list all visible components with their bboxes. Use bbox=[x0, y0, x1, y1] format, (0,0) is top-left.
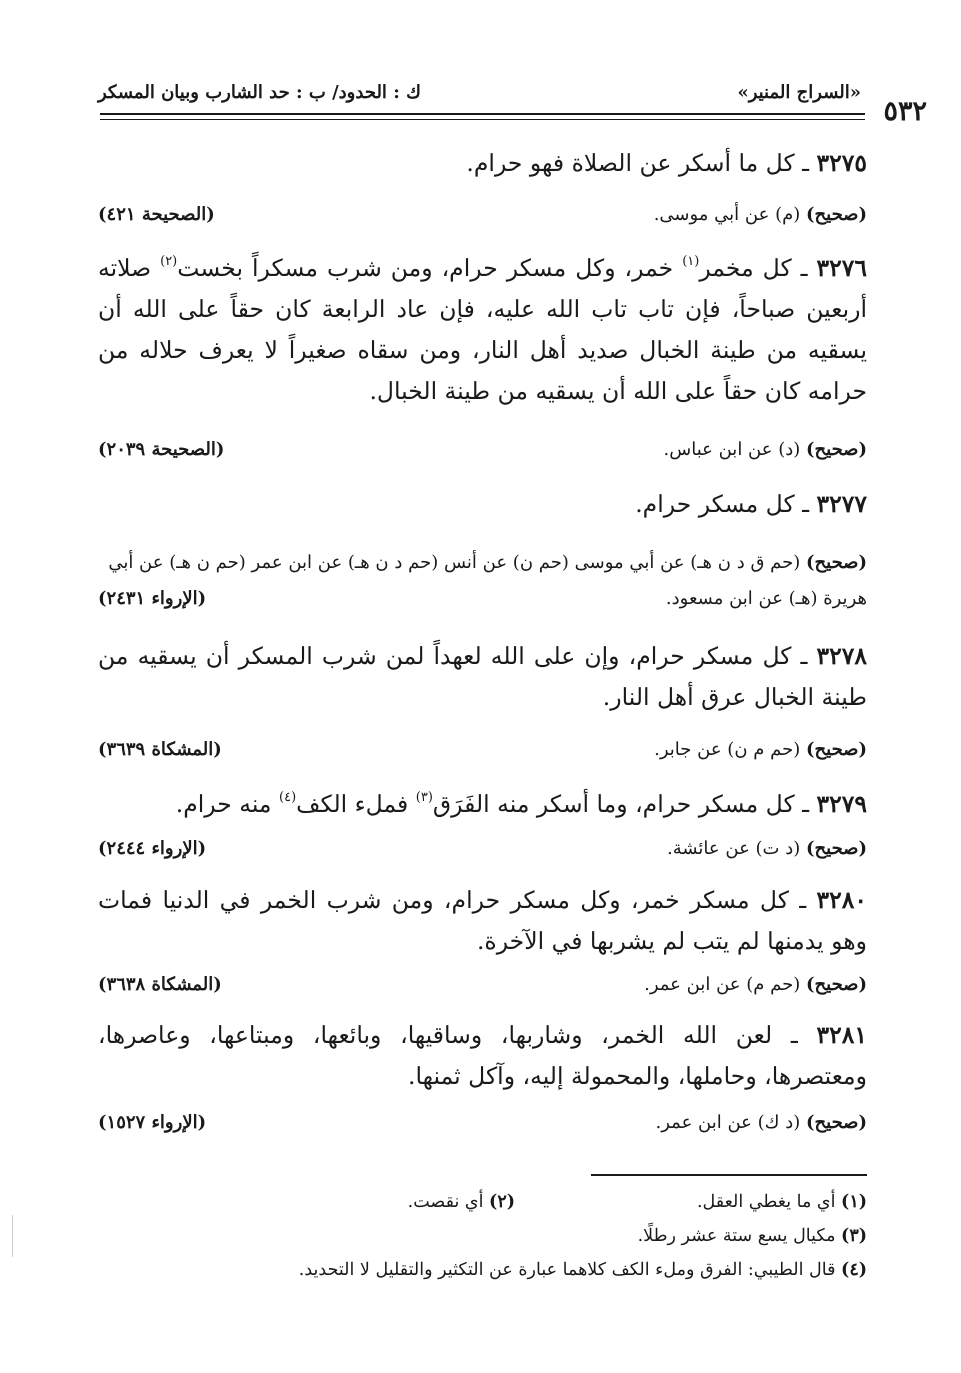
hadith-number: ٣٢٧٦ bbox=[816, 254, 868, 282]
hadith-sources: (حم م) عن ابن عمر. bbox=[644, 974, 801, 995]
hadith-text: كل مسكر خمر، وكل مسكر حرام، ومن شرب الخمر في الدنيا فمات وهو يدمنها لم يتب لم يشربها في الآخرة. bbox=[98, 886, 867, 955]
hadith-entry: ٣٢٧٦ ـ كل مخمر$^{(١)}$ خمر، وكل مسكر حرام، ومن شرب مسكراً بخست$^{(٢)}$ صلاته أربعين صباحاً، فإن تاب تاب الله عليه، فإن عاد الرابعة كان حقاً على الله أن يسقيه من طينة الخبال صديد أهل النار، ومن سقاه صغيراً لا يعرف حلاله من حرامه كان حقاً على الله أن يسقيه من طينة الخبال. bbox=[98, 254, 868, 405]
header-rule-thin bbox=[100, 119, 865, 120]
hadith-number: ٣٢٧٧ bbox=[816, 490, 867, 518]
footnote-row bbox=[98, 1188, 867, 1217]
hadith-reference: (الصحيحة ٤٢١) bbox=[98, 204, 215, 225]
hadith-text-part: منه حرام. bbox=[175, 790, 279, 818]
hadith-number: ٣٢٨٠ bbox=[816, 886, 868, 914]
scan-edge-mark bbox=[12, 1215, 13, 1257]
hadith-source-line bbox=[98, 1112, 867, 1142]
hadith-text-part: كل مخمر bbox=[699, 254, 792, 282]
hadith-number: ٣٢٧٥ bbox=[816, 149, 867, 177]
hadith-source-block bbox=[98, 545, 867, 617]
page-number: ٥٣٢ bbox=[883, 96, 927, 127]
header-rule-thick bbox=[100, 113, 865, 115]
hadith-entry: ٣٢٧٧ ـ كل مسكر حرام. bbox=[635, 490, 867, 518]
hadith-grade: (صحيح) bbox=[806, 552, 867, 573]
footnote-number: (٣) bbox=[841, 1226, 867, 1246]
hadith-sources: (م) عن أبي موسى. bbox=[653, 204, 801, 225]
footnote-number: (٤) bbox=[841, 1260, 867, 1280]
footnote-marker[interactable]: (٢) bbox=[160, 254, 178, 269]
hadith-grade: (صحيح) bbox=[806, 204, 867, 225]
footnote-marker[interactable]: (٣) bbox=[415, 790, 433, 805]
hadith-reference: (المشكاة ٣٦٣٨) bbox=[98, 974, 222, 995]
hadith-sources: (د) عن ابن عباس. bbox=[663, 439, 801, 460]
hadith-source-line bbox=[98, 439, 867, 469]
hadith-text: كل مسكر حرام. bbox=[635, 490, 795, 518]
footnote-number: (٢) bbox=[489, 1192, 515, 1212]
hadith-reference: (الصحيحة ٢٠٣٩) bbox=[98, 439, 225, 460]
hadith-grade: (صحيح) bbox=[806, 1112, 867, 1133]
footnote-number: (١) bbox=[841, 1192, 867, 1212]
footnote-row bbox=[98, 1222, 867, 1251]
hadith-text-part: فملء الكف bbox=[296, 790, 416, 818]
footnote-marker[interactable]: (١) bbox=[682, 254, 700, 269]
chapter-heading: ك : الحدود/ ب : حد الشارب وبيان المسكر bbox=[98, 82, 421, 103]
hadith-entry: ٣٢٨١ ـ لعن الله الخمر، وشاربها، وساقيها، وبائعها، ومبتاعها، وعاصرها، ومعتصرها، وحاملها، والمحمولة إليه، وآكل ثمنها. bbox=[98, 1021, 867, 1090]
hadith-entry: ٣٢٨٠ ـ كل مسكر خمر، وكل مسكر حرام، ومن شرب الخمر في الدنيا فمات وهو يدمنها لم يتب لم يشربها في الآخرة. bbox=[98, 886, 868, 955]
hadith-source-line bbox=[98, 974, 867, 1004]
footnote-item bbox=[408, 1188, 515, 1217]
hadith-grade: (صحيح) bbox=[806, 439, 867, 460]
hadith-sources: (د ت) عن عائشة. bbox=[666, 838, 801, 859]
hadith-reference: (الإرواء ٢٤٣١) bbox=[98, 588, 207, 609]
hadith-grade: (صحيح) bbox=[806, 974, 867, 995]
book-title: «السراج المنير» bbox=[737, 82, 861, 103]
hadith-sources: (حم ق د ن هـ) عن أبي موسى (حم ن) عن أنس (حم د ن هـ) عن ابن عمر (حم ن هـ) عن أبي هريرة (هـ) عن ابن مسعود. bbox=[108, 552, 867, 609]
hadith-text: كل ما أسكر عن الصلاة فهو حرام. bbox=[466, 149, 795, 177]
hadith-entry: ٣٢٧٥ ـ كل ما أسكر عن الصلاة فهو حرام. bbox=[466, 149, 867, 177]
footnote-text: أي نقصت. bbox=[407, 1192, 484, 1212]
hadith-source-line bbox=[98, 739, 867, 769]
footnote-text: أي ما يغطي العقل. bbox=[696, 1192, 836, 1212]
hadith-number: ٣٢٨١ bbox=[816, 1021, 867, 1049]
hadith-sources: (حم م ن) عن جابر. bbox=[654, 739, 801, 760]
footnote-separator bbox=[591, 1174, 867, 1176]
hadith-grade: (صحيح) bbox=[806, 838, 867, 859]
hadith-grade: (صحيح) bbox=[806, 739, 867, 760]
hadith-sources: (د ك) عن ابن عمر. bbox=[655, 1112, 801, 1133]
hadith-reference: (المشكاة ٣٦٣٩) bbox=[98, 739, 222, 760]
footnote-row bbox=[98, 1256, 867, 1285]
hadith-entry: ٣٢٧٩ ـ كل مسكر حرام، وما أسكر منه الفَرَق$^{(٣)}$ فملء الكف$^{(٤)}$ منه حرام. bbox=[175, 790, 867, 818]
hadith-number: ٣٢٧٨ bbox=[816, 642, 867, 670]
hadith-reference: (الإرواء ١٥٢٧) bbox=[98, 1112, 207, 1133]
hadith-text-part: صلاته أربعين صباحاً، فإن تاب تاب الله عليه، فإن عاد الرابعة كان حقاً على الله أن يسقيه من طينة الخبال صديد أهل النار، ومن سقاه صغيراً لا يعرف حلاله من حرامه كان حقاً على الله أن يسقيه من طينة الخبال. bbox=[98, 254, 867, 405]
hadith-text-part: خمر، وكل مسكر حرام، ومن شرب مسكراً بخست bbox=[177, 254, 683, 282]
hadith-entry: ٣٢٧٨ ـ كل مسكر حرام، وإن على الله لعهداً لمن شرب المسكر أن يسقيه من طينة الخبال عرق أهل النار. bbox=[98, 642, 867, 711]
hadith-reference: (الإرواء ٢٤٤٤) bbox=[98, 838, 207, 859]
hadith-text: كل مسكر حرام، وإن على الله لعهداً لمن شرب المسكر أن يسقيه من طينة الخبال عرق أهل النار. bbox=[98, 642, 867, 711]
hadith-number: ٣٢٧٩ bbox=[816, 790, 867, 818]
hadith-text-part: كل مسكر حرام، وما أسكر منه الفَرَق bbox=[432, 790, 795, 818]
hadith-source-line bbox=[98, 838, 867, 868]
footnote-marker[interactable]: (٤) bbox=[279, 790, 297, 805]
footnote-text: مكيال يسع ستة عشر رطلًا. bbox=[637, 1226, 836, 1246]
hadith-source-line bbox=[98, 204, 867, 234]
footnote-text: قال الطيبي: الفرق وملء الكف كلاهما عبارة عن التكثير والتقليل لا التحديد. bbox=[298, 1260, 836, 1280]
hadith-text: لعن الله الخمر، وشاربها، وساقيها، وبائعها، ومبتاعها، وعاصرها، ومعتصرها، وحاملها، والمحمولة إليه، وآكل ثمنها. bbox=[98, 1021, 867, 1090]
